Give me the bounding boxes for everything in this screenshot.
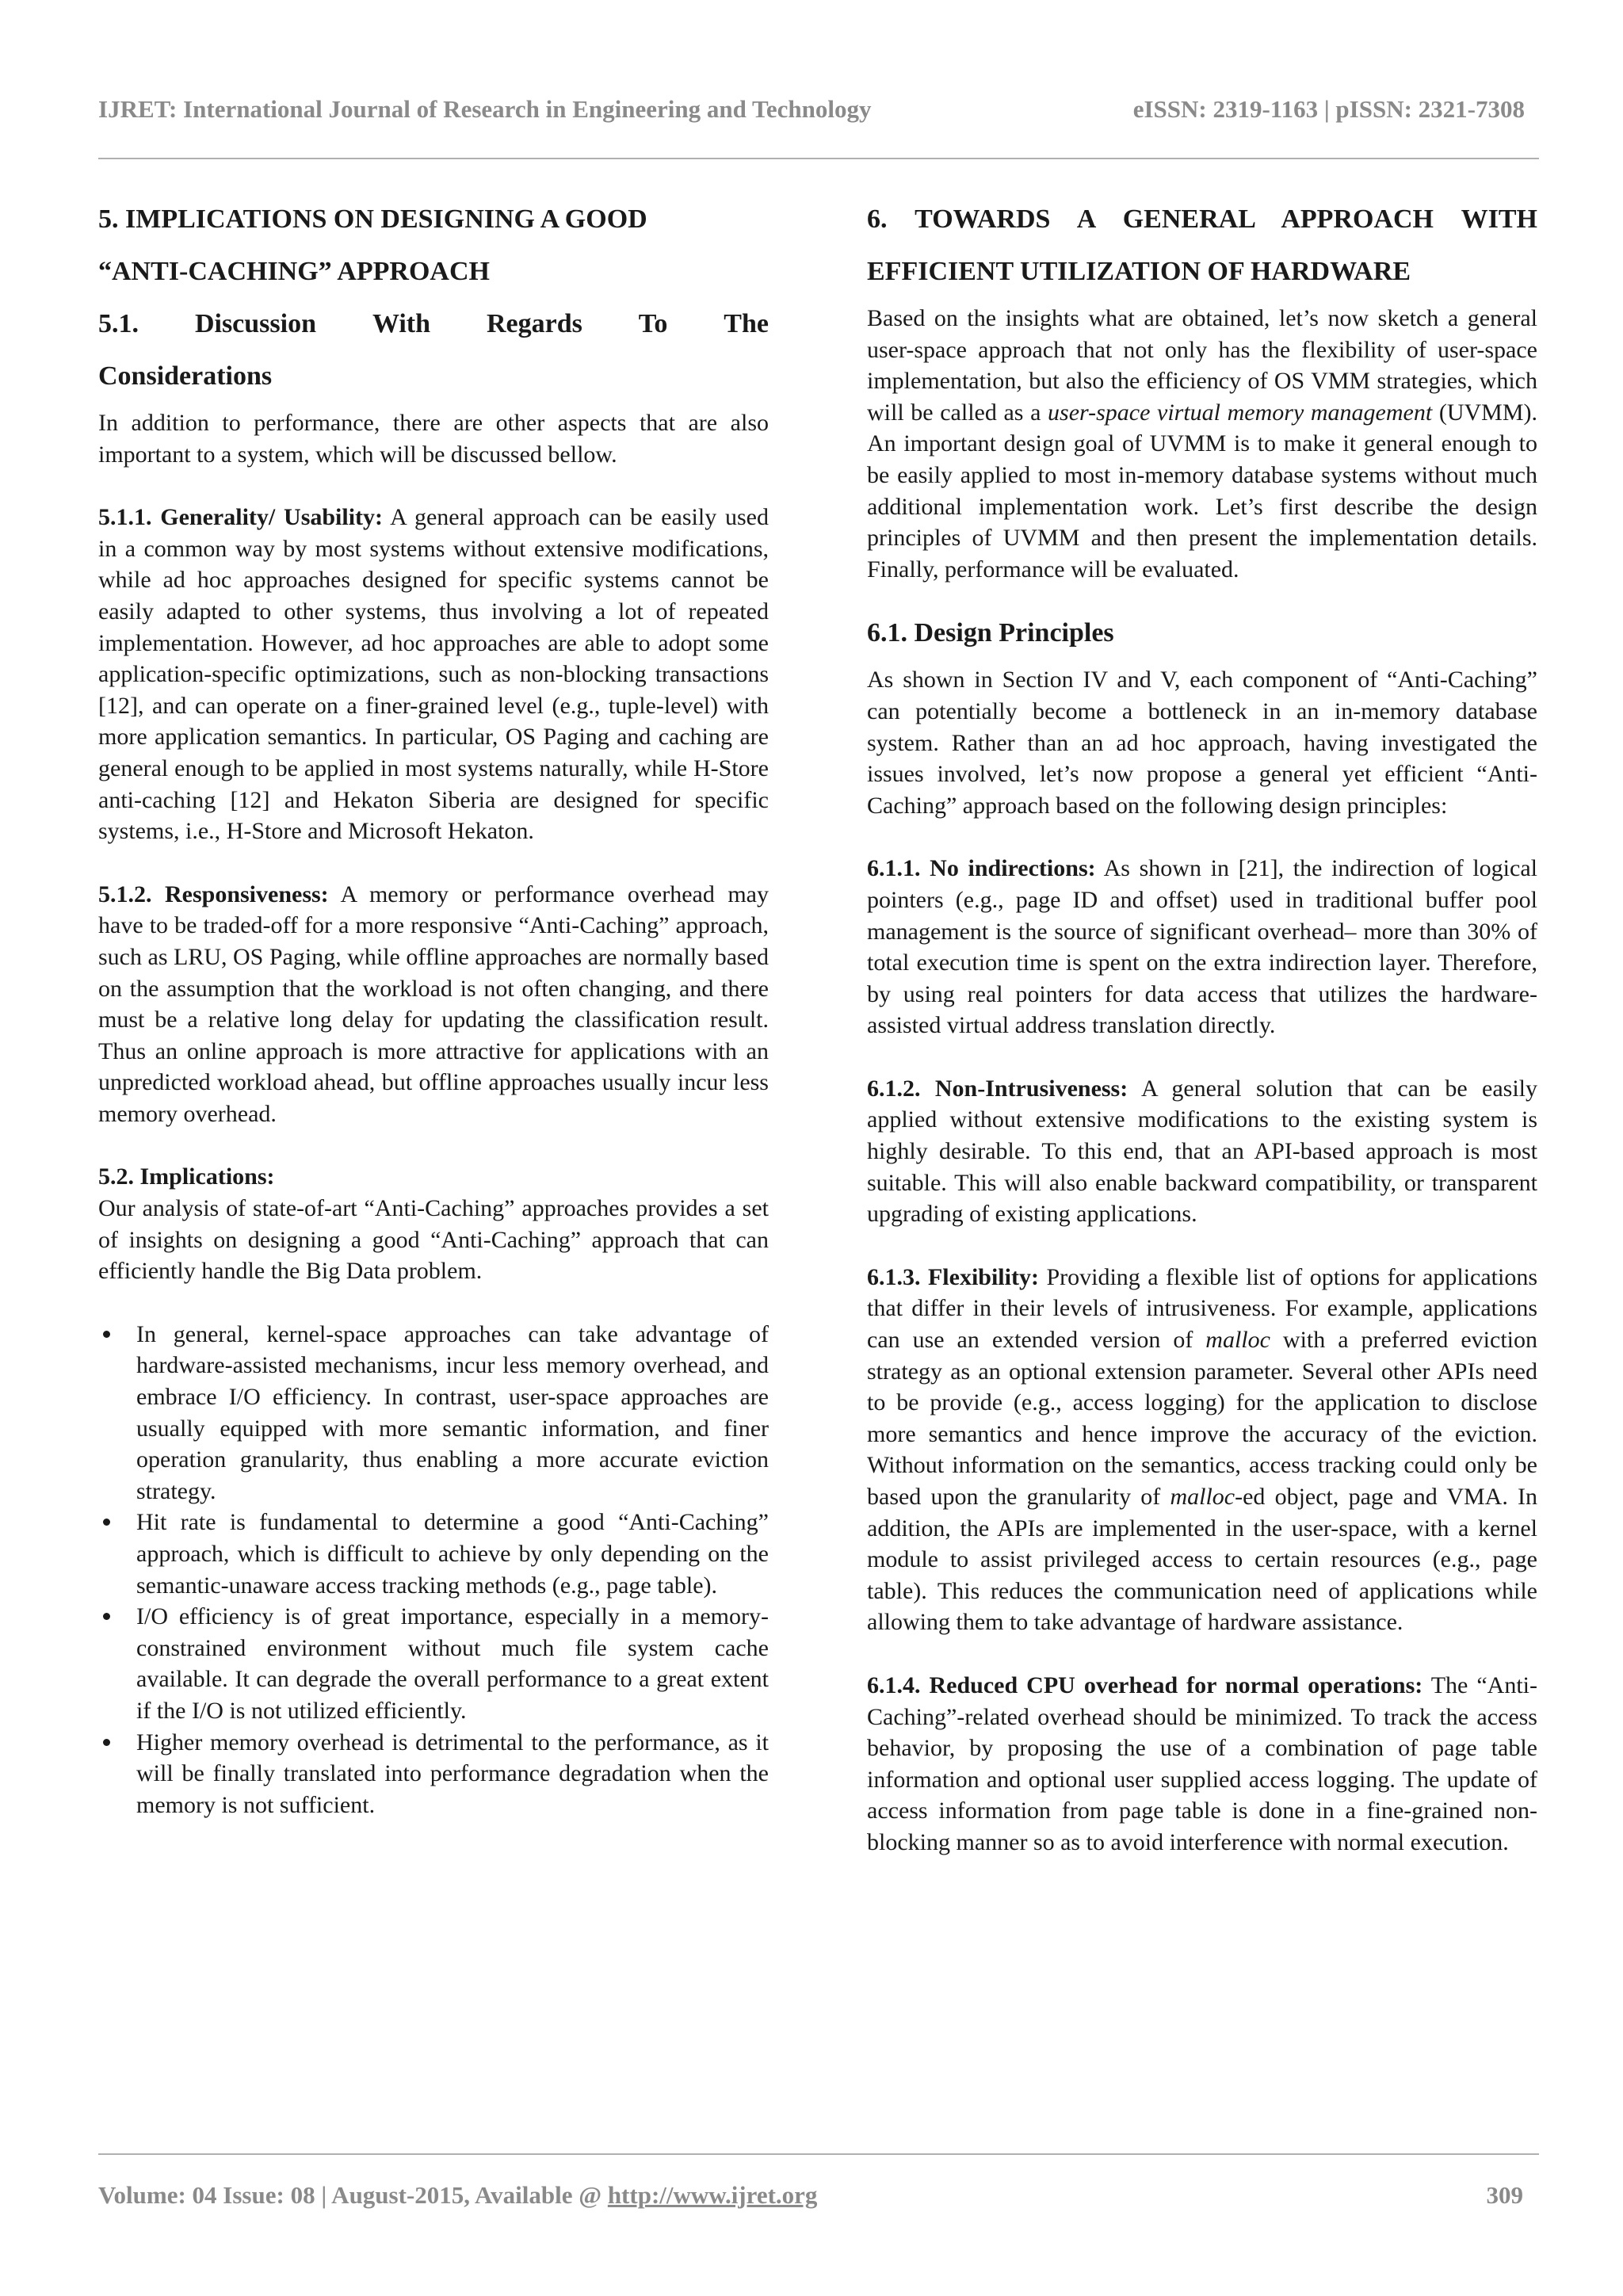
section-5-1-heading-line2: Considerations [98,361,273,391]
section-6-1-heading: 6.1. Design Principles [867,618,1114,648]
implications-list [98,1319,769,1821]
para-5-1-1: 5.1.1. Generality/ Usability: A general approach can be easily used in a common way by most systems without extensive modifications, while ad hoc approaches designed for specific systems cannot be easily adapted to other systems, thus involving a lot of repeated implementation. However, ad hoc approaches are able to adopt some application-specific optimizations, such as non-blocking transactions [12], and can operate on a finer-grained level (e.g., tuple-level) with more application semantics. In particular, OS Paging and caching are general enough to be applied in most systems naturally, while H-Store anti-caching [12] and Hekaton Siberia are designed for specific systems, i.e., H-Store and Microsoft Hekaton. [98,504,769,845]
section-5-2-heading: 5.2. Implications: [98,1163,275,1190]
section-6-body: Based on the insights what are obtained, let’s now sketch a general user-space approach that not only has the flexibility of user-space implementation, but also the efficiency of OS VMM strategies, which will be called as a user-space virtual memory management (UVMM). An important design goal of UVMM is to make it general enough to be easily applied to most in-memory database systems without much additional implementation work. Let’s first describe the design principles of UVMM and then present the implementation details. Finally, performance will be evaluated. [867,305,1537,583]
volume-info: Volume: 04 Issue: 08 | August-2015, Available @ http://www.ijret.org [98,2181,818,2209]
section-5-heading: 5. IMPLICATIONS ON DESIGNING A GOOD “ANTI-CACHING” APPROACH [98,204,647,286]
list-item: I/O efficiency is of great importance, especially in a memory-constrained environment without much file system cache available. It can degrade the overall performance to a great extent if the I/O is not utilized efficiently. [98,1601,769,1726]
running-header [98,95,1525,124]
para-6-1-3: 6.1.3. Flexibility: Providing a flexible list of options for applications that differ in their levels of intrusiveness. For example, applications can use an extended version of malloc with a preferred eviction strategy as an optional extension parameter. Several other APIs need to be provide (e.g., access logging) for the application to disclose more semantics and hence improve the accuracy of the eviction. Without information on the semantics, access tracking could only be based upon the granularity of malloc-ed object, page and VMA. In addition, the APIs are implemented in the user-space, with a kernel module to assist privileged access to certain resources (e.g., page table). This reduces the communication need of applications while allowing them to take advantage of hardware assistance. [867,1263,1538,1636]
list-item: In general, kernel-space approaches can take advantage of hardware-assisted mechanisms, incur less memory overhead, and embrace I/O efficiency. In contrast, user-space approaches are usually equipped with more semantic information, and finer operation granularity, thus enabling a more accurate eviction strategy. [98,1319,769,1507]
header-rule [98,158,1539,159]
journal-link[interactable]: http://www.ijret.org [607,2181,818,2209]
right-column [867,193,1537,1859]
issn: eISSN: 2319-1163 | pISSN: 2321-7308 [1132,95,1525,123]
running-footer [98,2181,1539,2210]
page-number: 309 [1486,2181,1523,2209]
section-6-1-body: As shown in Section IV and V, each component of “Anti-Caching” can potentially become a bottleneck in an in-memory database system. Rather than an ad hoc approach, having investigated the issues involved, let’s now propose a general yet efficient “Anti-Caching” approach based on the following design principles: [867,667,1537,819]
section-5-1-heading: 5.1. Discussion With Regards To The [98,309,769,338]
para-6-1-1: 6.1.1. No indirections: As shown in [21], the indirection of logical pointers (e.g., page ID and offset) used in traditional buffer pool management is the source of significant overhead– more than 30% of total execution time is spent on the extra indirection layer. Therefore, by using real pointers for data access that utilizes the hardware-assisted virtual address translation directly. [867,855,1537,1039]
para-6-1-4: 6.1.4. Reduced CPU overhead for normal operations: The “Anti-Caching”-related overhead should be minimized. To track the access behavior, by proposing the use of a combination of page table information and optional user supplied access logging. The update of access information from page table is done in a fine-grained non-blocking manner so as to avoid interference with normal execution. [867,1671,1537,1855]
para-6-1-2: 6.1.2. Non-Intrusiveness: A general solution that can be easily applied without extensive modifications to the existing system is highly desirable. To this end, that an API-based approach is most suitable. This will also enable backward compatibility, or transparent upgrading of existing applications. [867,1075,1538,1228]
section-5-2-body: Our analysis of state-of-art “Anti-Caching” approaches provides a set of insights on designing a good “Anti-Caching” approach that can efficiently handle the Big Data problem. [98,1195,769,1285]
section-5-1-intro: In addition to performance, there are other aspects that are also important to a system, which will be discussed bellow. [98,410,769,468]
left-column [98,193,769,1820]
journal-title: IJRET: International Journal of Research in Engineering and Technology [98,95,872,123]
list-item: Hit rate is fundamental to determine a good “Anti-Caching” approach, which is difficult to achieve by only depending on the semantic-unaware access tracking methods (e.g., page table). [98,1507,769,1601]
section-6-heading: 6. TOWARDS A GENERAL APPROACH WITH EFFICIENT UTILIZATION OF HARDWARE [867,204,1537,286]
para-5-1-2: 5.1.2. Responsiveness: A memory or performance overhead may have to be traded-off for a more responsive “Anti-Caching” approach, such as LRU, OS Paging, while offline approaches are normally based on the assumption that the workload is not often changing, and there must be a relative long delay for updating the classification result. Thus an online approach is more attractive for applications with an unpredicted workload ahead, but offline approaches usually incur less memory overhead. [98,881,769,1127]
list-item: Higher memory overhead is detrimental to the performance, as it will be finally translated into performance degradation when the memory is not sufficient. [98,1727,769,1821]
footer-rule [98,2153,1539,2155]
